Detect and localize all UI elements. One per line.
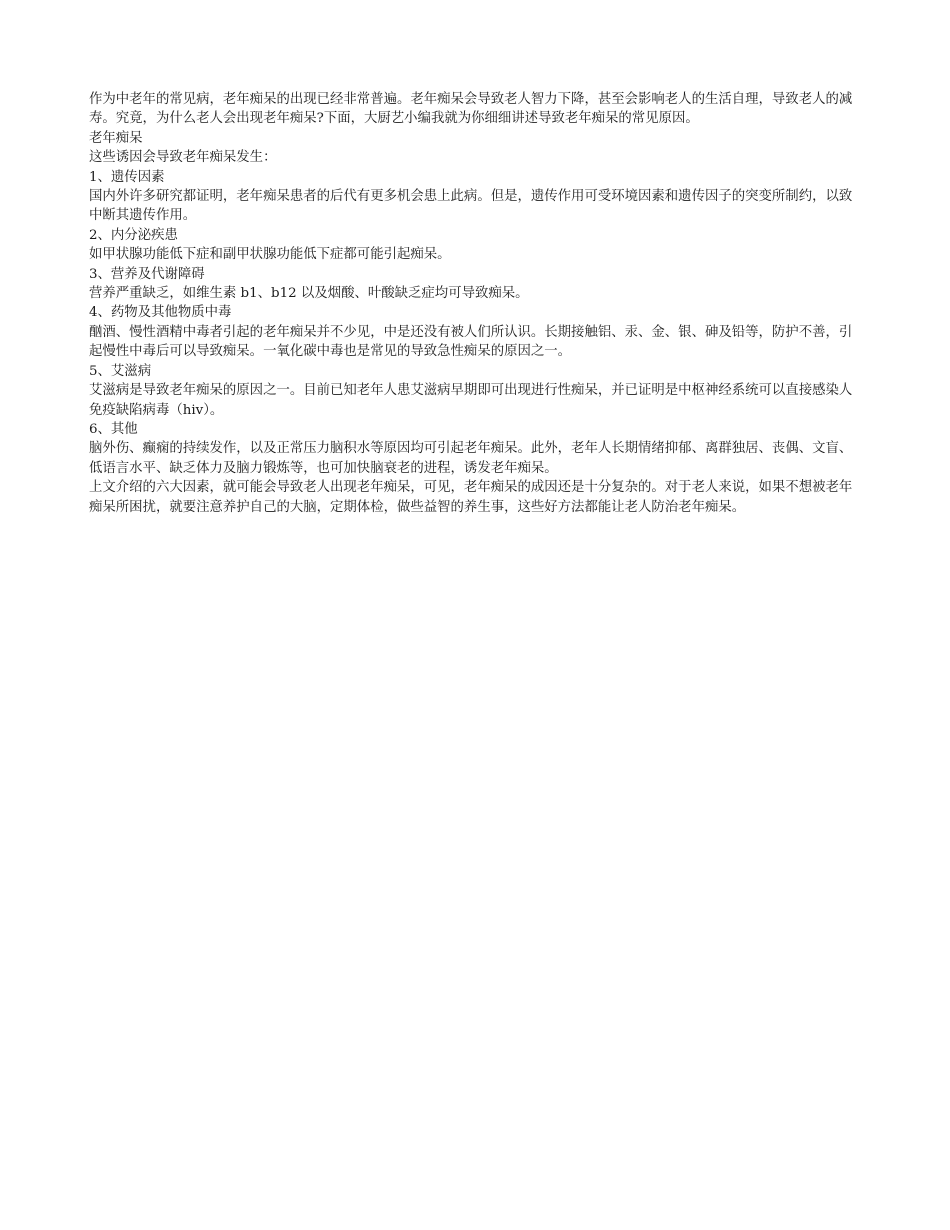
intro-paragraph: 作为中老年的常见病，老年痴呆的出现已经非常普遍。老年痴呆会导致老人智力下降，甚至会影响老人的生活自理，导致老人的减寿。究竟，为什么老人会出现老年痴呆?下面，大厨艺小编我就为你细细讲述导致老年痴呆的常见原因。 bbox=[89, 92, 853, 127]
section-heading-poisoning: 4、药物及其他物质中毒 bbox=[89, 305, 232, 321]
conclusion-paragraph: 上文介绍的六大因素，就可能会导致老人出现老年痴呆，可见，老年痴呆的成因还是十分复杂的。对于老人来说，如果不想被老年痴呆所困扰，就要注意养护自己的大脑，定期体检，做些益智的养生事，这些好方法都能让老人防治老年痴呆。 bbox=[89, 480, 853, 515]
section-heading-aids: 5、艾滋病 bbox=[89, 363, 152, 379]
article-body bbox=[89, 90, 861, 517]
section-body-poisoning: 酗酒、慢性酒精中毒者引起的老年痴呆并不少见，中是还没有被人们所认识。长期接触铝、汞、金、银、砷及铅等，防护不善，引起慢性中毒后可以导致痴呆。一氧化碳中毒也是常见的导致急性痴呆的原因之一。 bbox=[89, 324, 853, 360]
section-heading-nutrition: 3、营养及代谢障碍 bbox=[89, 266, 205, 282]
section-body-nutrition: 营养严重缺乏，如维生素 b1、b12 以及烟酸、叶酸缺乏症均可导致痴呆。 bbox=[89, 286, 529, 302]
section-body-other: 脑外伤、癫痫的持续发作，以及正常压力脑积水等原因均可引起老年痴呆。此外，老年人长期情绪抑郁、离群独居、丧偶、文盲、低语言水平、缺乏体力及脑力锻炼等，也可加快脑衰老的进程，诱发老年痴呆。 bbox=[89, 441, 853, 476]
section-heading-genetic: 1、遗传因素 bbox=[89, 169, 165, 185]
section-heading-other: 6、其他 bbox=[89, 421, 138, 437]
section-body-endocrine: 如甲状腺功能低下症和副甲状腺功能低下症都可能引起痴呆。 bbox=[89, 247, 451, 263]
section-body-aids: 艾滋病是导致老年痴呆的原因之一。目前已知老年人患艾滋病早期即可出现进行性痴呆，并已证明是中枢神经系统可以直接感染人免疫缺陷病毒（hiv）。 bbox=[89, 383, 853, 418]
section-body-genetic: 国内外许多研究都证明，老年痴呆患者的后代有更多机会患上此病。但是，遗传作用可受环境因素和遗传因子的突变所制约，以致中断其遗传作用。 bbox=[89, 189, 853, 224]
lead-paragraph: 这些诱因会导致老年痴呆发生： bbox=[89, 150, 277, 166]
article-subtitle: 老年痴呆 bbox=[89, 130, 143, 146]
section-heading-endocrine: 2、内分泌疾患 bbox=[89, 227, 178, 243]
